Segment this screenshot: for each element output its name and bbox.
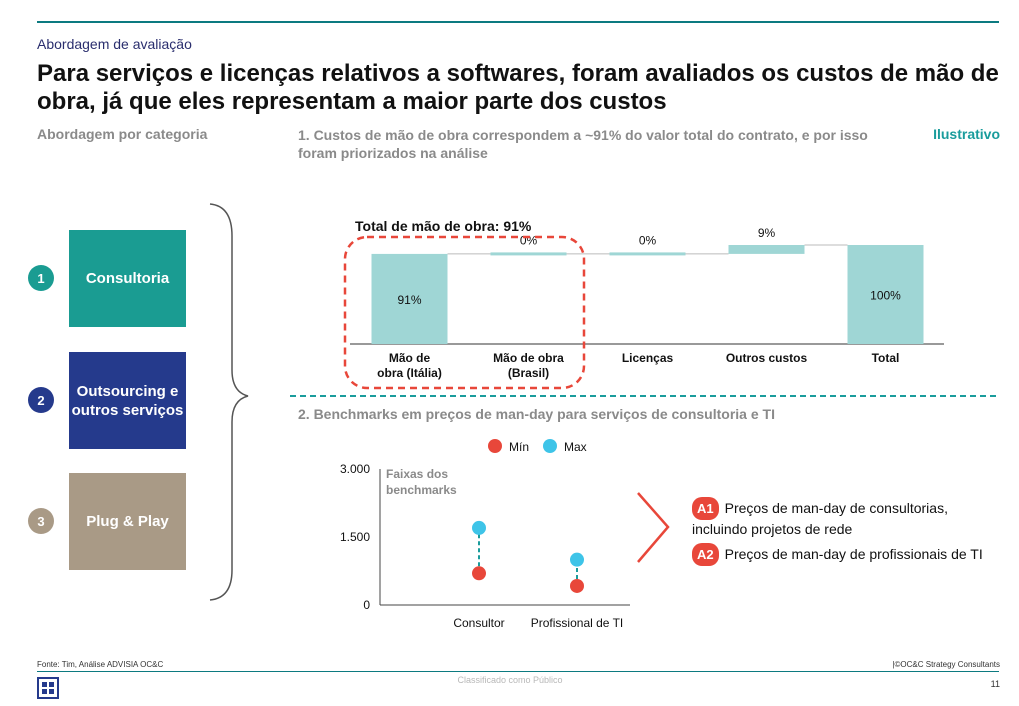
waterfall-category-label: Licenças [621, 351, 674, 365]
benchmark-y-tick: 3.000 [339, 462, 370, 476]
benchmark-max-point [472, 521, 486, 535]
legend-marker [488, 439, 502, 453]
benchmark-max-point [570, 553, 584, 567]
category-number-2: 2 [28, 387, 54, 413]
badge-a1: A1 [692, 497, 719, 520]
section2-heading: 2. Benchmarks em preços de man-day para serviços de consultoria e TI [298, 406, 775, 422]
company-logo-icon [37, 677, 59, 699]
benchmark-min-point [570, 579, 584, 593]
benchmark-category-label: Consultor [453, 616, 505, 630]
legend-marker [543, 439, 557, 453]
category-number-3: 3 [28, 508, 54, 534]
category-box-consultoria: Consultoria [69, 230, 186, 327]
benchmark-category-label: Profissional de TI [530, 616, 624, 630]
waterfall-bar [610, 252, 686, 255]
benchmark-min-point [472, 566, 486, 580]
note-a1-text: Preços de man-day de consultorias, incluindo projetos de rede [692, 500, 948, 537]
waterfall-data-label: 0% [638, 233, 657, 248]
waterfall-bar [491, 252, 567, 255]
benchmark-note-a1 [692, 497, 992, 539]
footer-copyright: |©OC&C Strategy Consultants [892, 660, 1000, 669]
waterfall-category-label: Mão de obra (Brasil) [493, 351, 564, 380]
benchmark-note-a2 [692, 543, 992, 566]
waterfall-bar [729, 245, 805, 254]
page-number: 11 [990, 679, 1000, 689]
legend-label: Mín [509, 440, 530, 454]
section1-heading: 1. Custos de mão de obra correspondem a ~91% do valor total do contrato, e por isso foram priorizados na análise [298, 127, 868, 161]
note-a2-text: Preços de man-day de profissionais de TI [724, 546, 983, 562]
labor-highlight-label: Total de mão de obra: 91% [355, 218, 532, 234]
category-box-outsourcing: Outsourcing e outros serviços [69, 352, 186, 449]
waterfall-data-label: 0% [519, 233, 538, 248]
waterfall-chart [350, 226, 944, 380]
legend-label: Max [564, 440, 587, 454]
waterfall-category-label: Mão de obra (Itália) [377, 351, 442, 380]
waterfall-data-label: 9% [757, 226, 776, 240]
benchmark-annotation: Faixas dos benchmarks [386, 467, 457, 497]
page-title: Para serviços e licenças relativos a softwares, foram avaliados os custos de mão de obra, já que eles representam a maior parte dos custos [37, 60, 999, 115]
benchmark-chart [340, 439, 630, 630]
classification-label: Classificado como Público [457, 675, 563, 685]
waterfall-data-label: 91% [397, 292, 422, 307]
section-label: Abordagem de avaliação [37, 36, 192, 52]
curly-brace [210, 204, 248, 600]
waterfall-data-label: 100% [870, 288, 901, 303]
category-number-1: 1 [28, 265, 54, 291]
chevron-right-icon [638, 493, 668, 562]
benchmark-y-tick: 0 [363, 598, 370, 612]
footer-source: Fonte: Tim, Análise ADVISIA OC&C [37, 660, 164, 669]
badge-a2: A2 [692, 543, 719, 566]
waterfall-category-label: Outros custos [725, 351, 808, 365]
category-heading: Abordagem por categoria [37, 126, 208, 142]
illustrative-tag: Ilustrativo [933, 126, 1000, 142]
waterfall-category-label: Total [871, 351, 900, 365]
benchmark-y-tick: 1.500 [339, 530, 370, 544]
category-box-plug-play: Plug & Play [69, 473, 186, 570]
footer-rule [37, 671, 999, 672]
